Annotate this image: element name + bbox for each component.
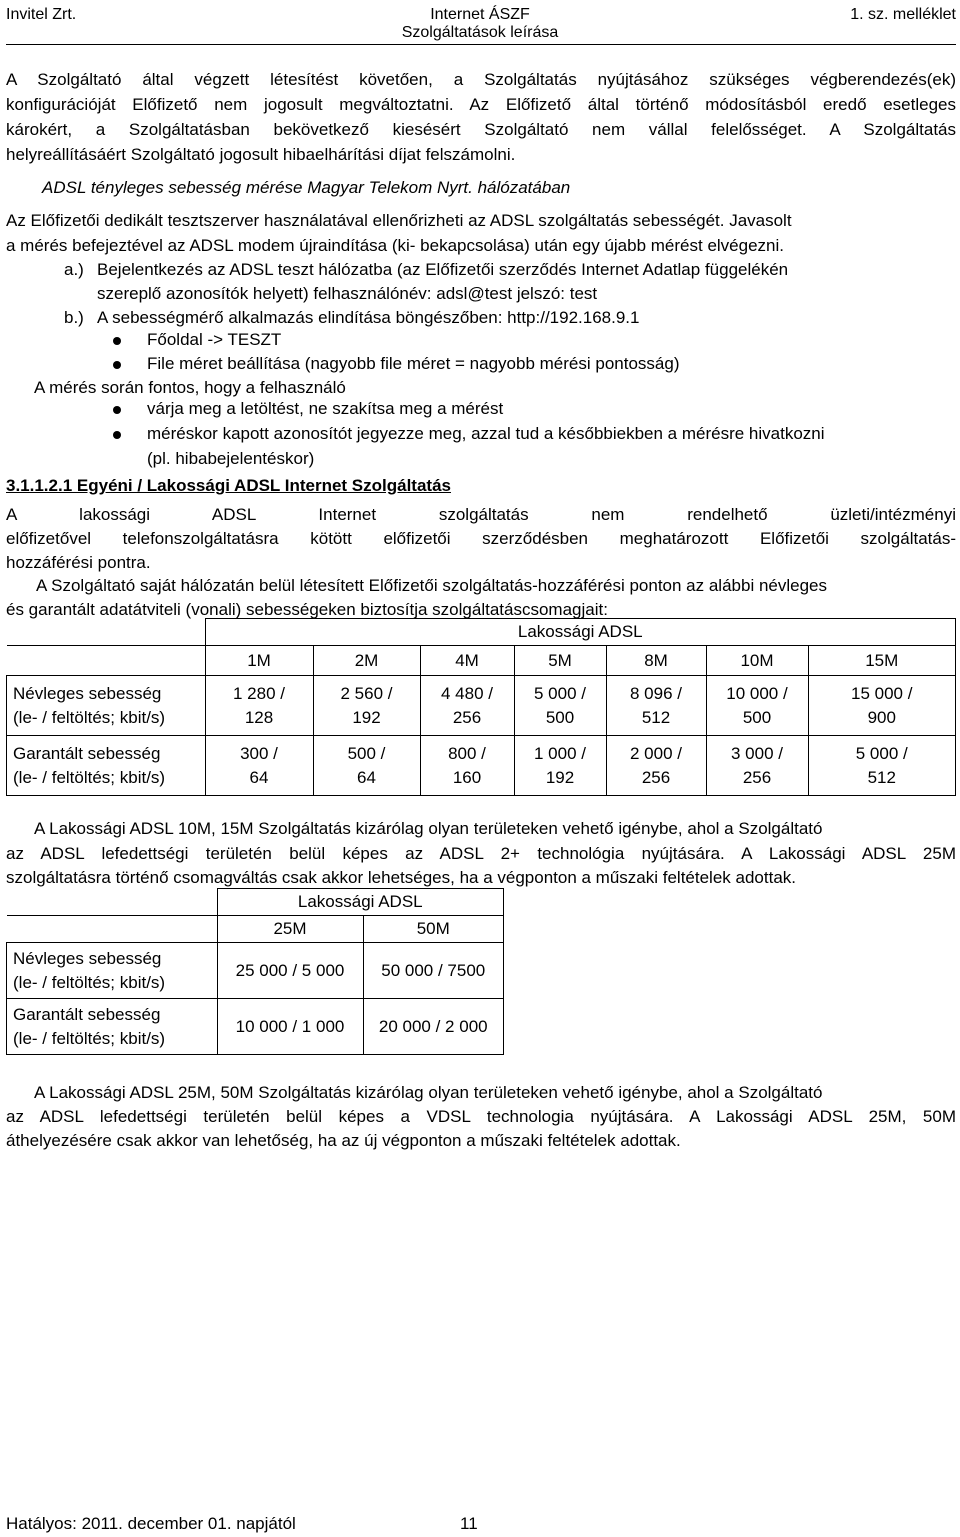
table-row <box>7 943 504 999</box>
speed-table-vdsl <box>6 888 504 1055</box>
speed-table-adsl <box>6 618 956 796</box>
intro-line-2: konfigurációját Előfizető nem jogosult megváltoztatni. Az Előfizető által történő módosításból eredő esetleges <box>6 95 956 114</box>
measure-para-line-1: Az Előfizetői dedikált tesztszerver használatával ellenőrizheti az ADSL szolgáltatás sebességét. Javasolt <box>6 211 792 230</box>
bullet-icon <box>113 431 121 439</box>
cell-up: 256 <box>742 767 772 787</box>
cell-up: 128 <box>244 707 274 727</box>
cell-up: 500 <box>545 707 575 727</box>
cell-up: 64 <box>357 767 376 787</box>
note1-line-1: A Lakossági ADSL 10M, 15M Szolgáltatás kizárólag olyan területeken vehető igénybe, ahol a Szolgáltató <box>34 819 823 838</box>
table-cell <box>808 736 956 796</box>
bullet-item-3: várja meg a letöltést, ne szakítsa meg a mérést <box>147 399 504 418</box>
intro-line-4: helyreállításáért Szolgáltató jogosult hibaelhárítási díjat felszámolni. <box>6 145 516 164</box>
table-cell <box>514 736 606 796</box>
table-column-header: 15M <box>808 646 956 676</box>
cell-down: 500 / <box>347 743 386 763</box>
section-heading: 3.1.1.2.1 Egyéni / Lakossági ADSL Internet Szolgáltatás <box>6 476 451 495</box>
row-label <box>7 943 218 999</box>
header-title-line2: Szolgáltatások leírása <box>401 24 559 41</box>
section-para1-line-1: A lakossági ADSL Internet szolgáltatás nem rendelhető üzleti/intézményi <box>6 505 956 524</box>
table-cell <box>706 676 808 736</box>
cell-down: 10 000 / <box>726 683 788 703</box>
table-cell <box>606 676 706 736</box>
cell-down: 8 096 / <box>630 683 682 703</box>
cell-down: 2 560 / <box>340 683 393 703</box>
table-group-header: Lakossági ADSL <box>205 619 956 646</box>
bullet-item-4-line-2: (pl. hibabejelentéskor) <box>147 449 315 468</box>
cell-up: 256 <box>452 707 482 727</box>
section-para1-line-3: hozzáférési pontra. <box>6 553 151 572</box>
step-a-line-2: szereplő azonosítók helyett) felhasználónév: adsl@test jelszó: test <box>97 284 598 303</box>
table-column-header: 1M <box>205 646 313 676</box>
intro-line-3: károkért, a Szolgáltatásban bekövetkező kiesésért Szolgáltató nem vállal felelősséget. A Szolgáltatás <box>6 120 956 139</box>
row-label <box>7 676 206 736</box>
step-a-marker: a.) <box>64 260 84 279</box>
cell-up: 64 <box>249 767 269 787</box>
table-column-header: 50M <box>363 916 504 943</box>
row-label-line-2: (le- / feltöltés; kbit/s) <box>13 767 166 787</box>
table-cell: 25 000 / 5 000 <box>217 943 363 999</box>
note2-line-3: áthelyezésére csak akkor van lehetőség, ha az új végponton a műszaki feltételek adottak. <box>6 1131 681 1150</box>
section-para2-line-1: A Szolgáltató saját hálózatán belül létesített Előfizetői szolgáltatás-hozzáférési ponton az alábbi névleges <box>36 576 827 595</box>
cell-down: 15 000 / <box>851 683 913 703</box>
table-cell: 20 000 / 2 000 <box>363 999 504 1055</box>
section-para1-line-2: előfizetővel telefonszolgáltatásra kötött előfizetői szerződésben meghatározott Előfizetői szolgáltatás- <box>6 529 956 548</box>
bullet-item-4-line-1: méréskor kapott azonosítót jegyezze meg, azzal tud a későbbiekben a mérésre hivatkozni <box>147 424 825 443</box>
header-company: Invitel Zrt. <box>6 6 77 23</box>
during-measure-text: A mérés során fontos, hogy a felhasználó <box>34 378 346 397</box>
table-cell <box>514 676 606 736</box>
cell-up: 900 <box>867 707 896 727</box>
row-label <box>7 999 218 1055</box>
cell-up: 512 <box>867 767 896 787</box>
step-a-line-1: Bejelentkezés az ADSL teszt hálózatba (az Előfizetői szerződés Internet Adatlap függelékén <box>97 260 789 279</box>
footer-page-number: 11 <box>460 1514 478 1533</box>
table-corner <box>7 619 206 646</box>
row-label-line-2: (le- / feltöltés; kbit/s) <box>13 1028 166 1048</box>
cell-down: 300 / <box>240 743 278 763</box>
table-column-header: 8M <box>606 646 706 676</box>
table-cell <box>205 676 313 736</box>
table-empty-cell <box>7 916 218 943</box>
cell-down: 4 480 / <box>441 683 493 703</box>
cell-up: 500 <box>742 707 772 727</box>
note1-line-2: az ADSL lefedettségi területén belül képes az ADSL 2+ technológia nyújtására. A Lakossági ADSL 25M <box>6 844 956 863</box>
cell-up: 512 <box>641 707 671 727</box>
table-cell <box>420 736 514 796</box>
footer-effective-date: Hatályos: 2011. december 01. napjától <box>6 1514 296 1533</box>
table-column-header: 10M <box>706 646 808 676</box>
cell-down: 3 000 / <box>731 743 783 763</box>
table-cell <box>420 676 514 736</box>
table-row <box>7 676 956 736</box>
header-annex: 1. sz. melléklet <box>850 6 956 23</box>
table-cell: 50 000 / 7500 <box>363 943 504 999</box>
cell-up: 192 <box>545 767 575 787</box>
table-cell: 10 000 / 1 000 <box>217 999 363 1055</box>
step-b-marker: b.) <box>64 308 84 327</box>
header-divider <box>6 44 956 45</box>
cell-down: 2 000 / <box>630 743 682 763</box>
table-cell <box>606 736 706 796</box>
row-label-line-2: (le- / feltöltés; kbit/s) <box>13 972 166 992</box>
table-group-header: Lakossági ADSL <box>217 889 504 916</box>
section-para2-line-2: és garantált adatátviteli (vonali) sebességeken biztosítja szolgáltatáscsomagjait: <box>6 600 608 619</box>
cell-down: 5 000 / <box>855 743 908 763</box>
measure-title: ADSL tényleges sebesség mérése Magyar Telekom Nyrt. hálózatában <box>42 178 571 197</box>
bullet-icon <box>113 337 121 345</box>
table-cell <box>706 736 808 796</box>
row-label-line-1: Garantált sebesség <box>13 1004 161 1024</box>
bullet-item-2: File méret beállítása (nagyobb file méret = nagyobb mérési pontosság) <box>147 354 680 373</box>
table-column-header: 25M <box>217 916 363 943</box>
row-label-line-1: Garantált sebesség <box>13 743 161 763</box>
table-cell <box>808 676 956 736</box>
note2-line-1: A Lakossági ADSL 25M, 50M Szolgáltatás kizárólag olyan területeken vehető igénybe, ahol a Szolgáltató <box>34 1083 823 1102</box>
note1-line-3: szolgáltatásra történő csomagváltás csak akkor lehetséges, ha a végponton a műszaki feltételek adottak. <box>6 868 797 887</box>
cell-down: 1 000 / <box>534 743 586 763</box>
cell-down: 1 280 / <box>233 683 285 703</box>
step-b-line-1: A sebességmérő alkalmazás elindítása böngészőben: http://192.168.9.1 <box>97 308 640 327</box>
table-row <box>7 736 956 796</box>
cell-up: 192 <box>352 707 381 727</box>
table-column-header: 2M <box>313 646 420 676</box>
bullet-icon <box>113 361 121 369</box>
bullet-item-1: Főoldal -> TESZT <box>147 330 282 349</box>
cell-down: 800 / <box>448 743 486 763</box>
cell-up: 160 <box>452 767 482 787</box>
table-column-header: 5M <box>514 646 606 676</box>
cell-down: 5 000 / <box>534 683 586 703</box>
table-cell <box>313 736 420 796</box>
header-title-line1: Internet ÁSZF <box>430 6 530 23</box>
header-title <box>370 6 590 42</box>
row-label <box>7 736 206 796</box>
measure-para-line-2: a mérés befejeztével az ADSL modem újraindítása (ki- bekapcsolása) után egy újabb mérést elvégezni. <box>6 236 784 255</box>
cell-up: 256 <box>641 767 671 787</box>
row-label-line-1: Névleges sebesség <box>13 948 162 968</box>
table-corner <box>7 889 218 916</box>
table-empty-cell <box>7 646 206 676</box>
intro-line-1: A Szolgáltató által végzett létesítést követően, a Szolgáltatás nyújtásához szükséges végberendezés(ek) <box>6 70 956 89</box>
table-row <box>7 999 504 1055</box>
note2-line-2: az ADSL lefedettségi területén belül képes a VDSL technologia nyújtására. A Lakossági ADSL 25M, 50M <box>6 1107 956 1126</box>
table-cell <box>205 736 313 796</box>
bullet-icon <box>113 406 121 414</box>
table-cell <box>313 676 420 736</box>
row-label-line-1: Névleges sebesség <box>13 683 162 703</box>
row-label-line-2: (le- / feltöltés; kbit/s) <box>13 707 166 727</box>
table-column-header: 4M <box>420 646 514 676</box>
